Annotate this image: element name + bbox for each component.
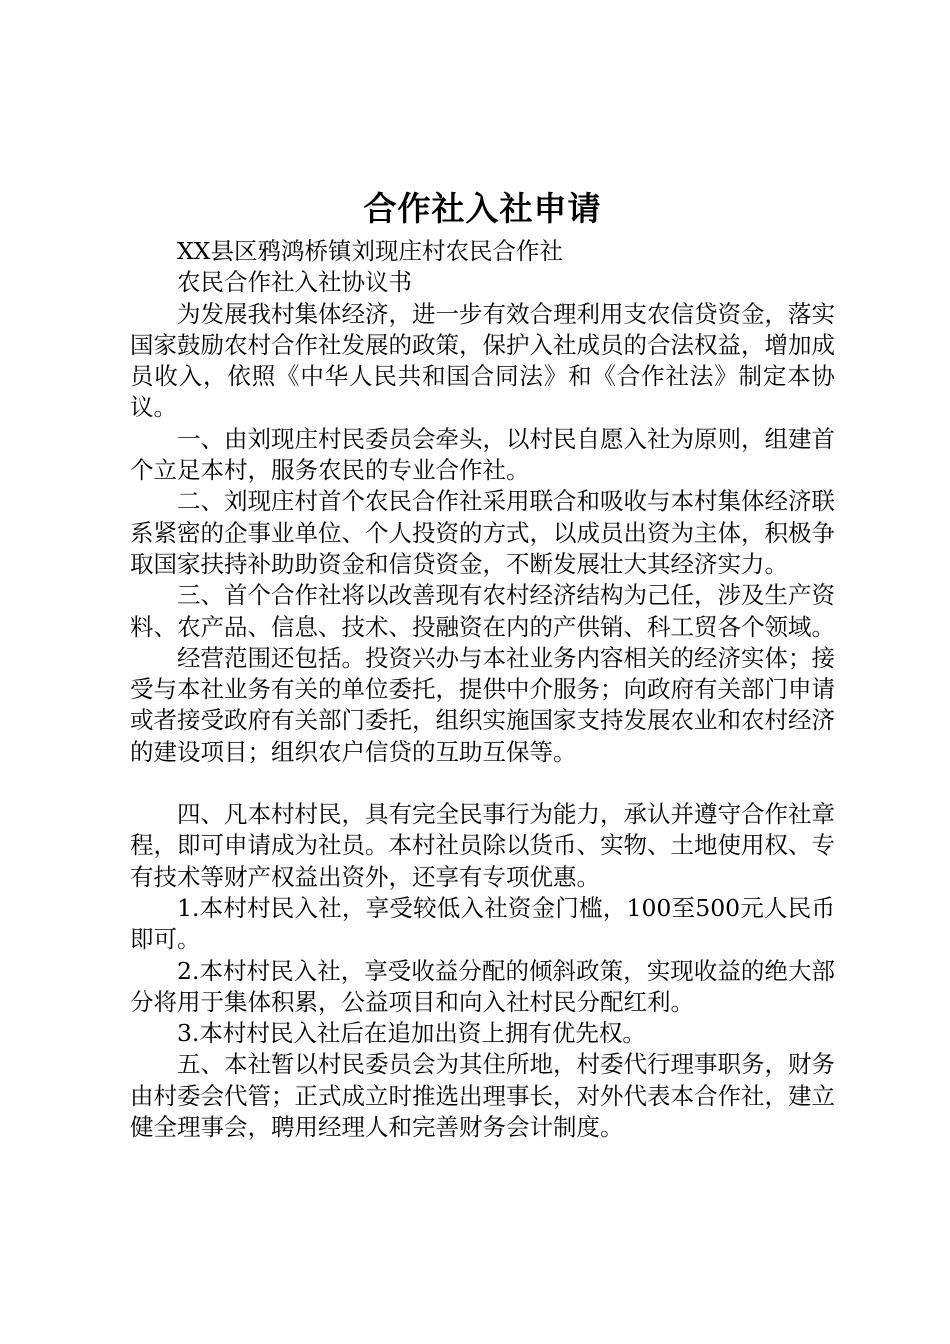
paragraph-article-5: 五、本社暂以村民委员会为其住所地，村委代行理事职务，财务由村委会代管；正式成立时推选出理事长，对外代表本合作社，建立健全理事会，聘用经理人和完善财务会计制度。 [130,1050,835,1142]
paragraph-article-3: 三、首个合作社将以改善现有农村经济结构为己任，涉及生产资料、农产品、信息、技术、投融资在内的产供销、科工贸各个领域。 [130,581,835,641]
paragraph-item-2: 2.本村村民入社，享受收益分配的倾斜政策，实现收益的绝大部分将用于集体积累，公益项目和向入社村民分配红利。 [130,956,835,1016]
paragraph-article-4: 四、凡本村村民，具有完全民事行为能力，承认并遵守合作社章程，即可申请成为社员。本村社员除以货币、实物、土地使用权、专有技术等财产权益出资外，还享有专项优惠。 [130,800,835,891]
document-title: 合作社入社申请 [363,189,602,228]
paragraph-cooperative-name: XX县区鸦鸿桥镇刘现庄村农民合作社 [177,237,563,265]
paragraph-agreement-title: 农民合作社入社协议书 [177,268,412,297]
document-page [130,186,835,1143]
paragraph-article-2: 二、刘现庄村首个农民合作社采用联合和吸收与本村集体经济联系紧密的企事业单位、个人投资的方式，以成员出资为主体，积极争取国家扶持补助助资金和信贷资金，不断发展壮大其经济实力。 [130,487,835,578]
paragraph-spacer [130,768,835,799]
paragraph-article-1: 一、由刘现庄村民委员会牵头，以村民自愿入社为原则，组建首个立足本村，服务农民的专业合作社。 [130,424,835,485]
paragraph-preamble: 为发展我村集体经济，进一步有效合理利用支农信贷资金，落实国家鼓励农村合作社发展的政策，保护入社成员的合法权益，增加成员收入，依照《中华人民共和国合同法》和《合作社法》制定本协议。 [130,299,835,422]
paragraph-business-scope: 经营范围还包括。投资兴办与本社业务内容相关的经济实体；接受与本社业务有关的单位委托，提供中介服务；向政府有关部门申请或者接受政府有关部门委托，组织实施国家支持发展农业和农村经济的建设项目；组织农户信贷的互助互保等。 [130,643,835,766]
paragraph-item-3: 3.本村村民入社后在追加出资上拥有优先权。 [177,1019,646,1048]
paragraph-item-1: 1.本村村民入社，享受较低入社资金门槛，100至500元人民币即可。 [130,893,835,954]
